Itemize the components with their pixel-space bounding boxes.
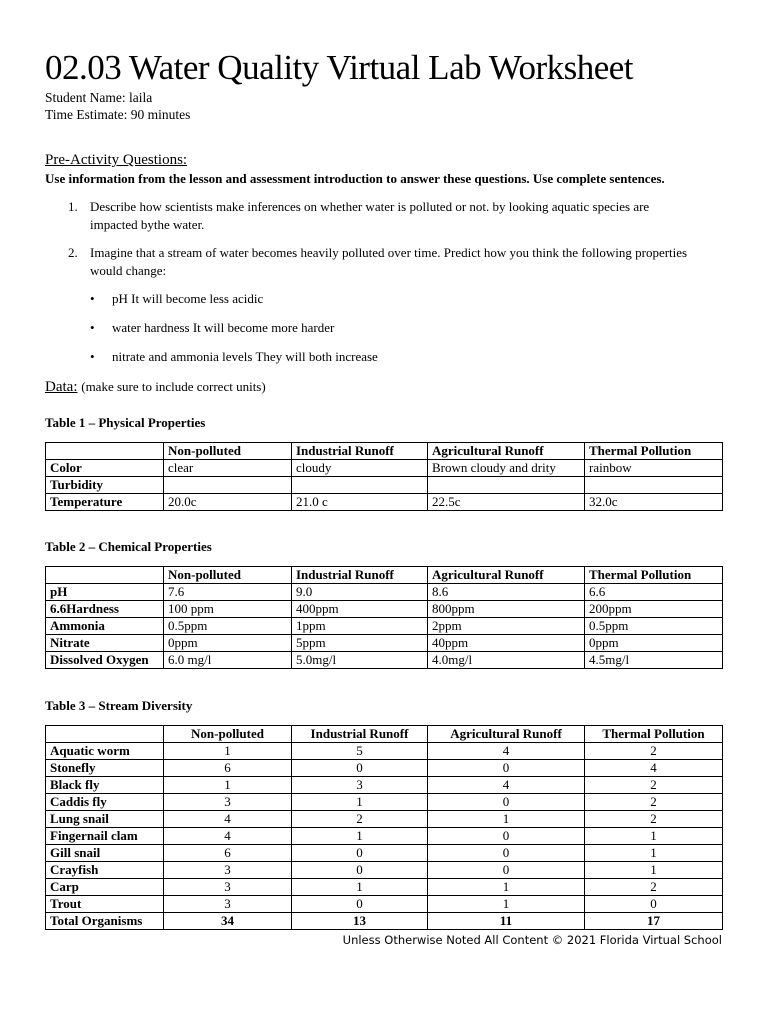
copyright-footer: Unless Otherwise Noted All Content © 2021 Florida Virtual School (342, 933, 722, 947)
data-heading-text: Data: (45, 379, 78, 395)
question-number: 1. (68, 199, 78, 214)
bullet-text: water hardness It will become more harder (112, 320, 335, 335)
table-row (46, 618, 723, 635)
column-header: Industrial Runoff (292, 443, 428, 460)
table-row (46, 777, 723, 794)
table-cell (585, 477, 723, 494)
table-cell: 1 (164, 777, 292, 794)
row-label: Trout (46, 896, 164, 913)
row-label: Ammonia (46, 618, 164, 635)
table-row (46, 811, 723, 828)
table-cell: 0 (428, 845, 585, 862)
table-row (46, 494, 723, 511)
table-cell: 2 (585, 777, 723, 794)
table-cell: 4 (428, 743, 585, 760)
page-title: 02.03 Water Quality Virtual Lab Worksheet (45, 48, 634, 87)
row-label: Gill snail (46, 845, 164, 862)
table-cell: 0 (292, 845, 428, 862)
question-text: Imagine that a stream of water becomes heavily polluted over time. Predict how you think the following properties would change: (90, 245, 688, 278)
chemical-properties-table (45, 566, 723, 669)
table-cell: 0.5ppm (164, 618, 292, 635)
table-cell: 4 (164, 811, 292, 828)
total-cell: 13 (292, 913, 428, 930)
data-heading (45, 378, 266, 396)
table-cell: clear (164, 460, 292, 477)
table-cell: 100 ppm (164, 601, 292, 618)
row-label: pH (46, 584, 164, 601)
table-row (46, 460, 723, 477)
table-cell: 1 (428, 879, 585, 896)
table-cell: 1 (428, 896, 585, 913)
table-cell (292, 477, 428, 494)
row-label: Nitrate (46, 635, 164, 652)
table-row (46, 845, 723, 862)
table-cell: 0 (292, 862, 428, 879)
column-header: Industrial Runoff (292, 726, 428, 743)
table-row (46, 896, 723, 913)
column-header: Thermal Pollution (585, 443, 723, 460)
table-cell: 1 (292, 794, 428, 811)
row-label: Fingernail clam (46, 828, 164, 845)
table-cell: 5 (292, 743, 428, 760)
row-label: Crayfish (46, 862, 164, 879)
table-cell: 6 (164, 760, 292, 777)
column-header (46, 443, 164, 460)
column-header: Non-polluted (164, 443, 292, 460)
total-label: Total Organisms (46, 913, 164, 930)
table-cell: 2 (585, 879, 723, 896)
column-header: Agricultural Runoff (428, 726, 585, 743)
table-cell: 6.6 (585, 584, 723, 601)
table-header-row (46, 443, 723, 460)
column-header: Thermal Pollution (585, 567, 723, 584)
table-row (46, 584, 723, 601)
pre-activity-instruction: Use information from the lesson and assessment introduction to answer these questions. Use complete sentences. (45, 171, 665, 186)
row-label: Stonefly (46, 760, 164, 777)
table-cell: 0 (428, 862, 585, 879)
bullet-text: nitrate and ammonia levels They will both increase (112, 349, 378, 364)
column-header (46, 567, 164, 584)
table-cell: 3 (164, 794, 292, 811)
table-cell: 4.0mg/l (428, 652, 585, 669)
table-cell: 8.6 (428, 584, 585, 601)
row-label: Dissolved Oxygen (46, 652, 164, 669)
table-row (46, 652, 723, 669)
total-cell: 34 (164, 913, 292, 930)
table-cell: 4 (585, 760, 723, 777)
table-row (46, 760, 723, 777)
table-cell: 1 (292, 879, 428, 896)
stream-diversity-table (45, 725, 723, 930)
table-2-caption: Table 2 – Chemical Properties (45, 539, 212, 554)
table-cell: 5.0mg/l (292, 652, 428, 669)
row-label: Carp (46, 879, 164, 896)
table-cell: 4.5mg/l (585, 652, 723, 669)
table-cell: 0 (292, 760, 428, 777)
table-cell: 800ppm (428, 601, 585, 618)
table-cell: 9.0 (292, 584, 428, 601)
data-note: (make sure to include correct units) (81, 379, 266, 394)
total-cell: 17 (585, 913, 723, 930)
column-header: Industrial Runoff (292, 567, 428, 584)
table-cell: 3 (164, 896, 292, 913)
table-cell: 20.0c (164, 494, 292, 511)
table-cell: Brown cloudy and drity (428, 460, 585, 477)
table-row (46, 743, 723, 760)
table-cell: 1 (585, 845, 723, 862)
table-cell: 400ppm (292, 601, 428, 618)
table-cell: 3 (292, 777, 428, 794)
table-row (46, 635, 723, 652)
table-cell: 1 (292, 828, 428, 845)
table-cell: 200ppm (585, 601, 723, 618)
table-cell: 7.6 (164, 584, 292, 601)
row-label: Temperature (46, 494, 164, 511)
column-header: Agricultural Runoff (428, 443, 585, 460)
table-cell: 0 (292, 896, 428, 913)
table-row (46, 477, 723, 494)
table-cell: rainbow (585, 460, 723, 477)
pre-activity-heading (45, 151, 187, 169)
table-header-row (46, 726, 723, 743)
table-row (46, 879, 723, 896)
table-cell: 0 (428, 794, 585, 811)
table-cell: 32.0c (585, 494, 723, 511)
table-cell: 0ppm (585, 635, 723, 652)
table-cell: 0 (428, 828, 585, 845)
table-cell: 1 (585, 862, 723, 879)
column-header: Thermal Pollution (585, 726, 723, 743)
time-estimate: Time Estimate: 90 minutes (45, 107, 191, 122)
table-cell: 40ppm (428, 635, 585, 652)
table-cell: 3 (164, 862, 292, 879)
table-cell (428, 477, 585, 494)
table-row (46, 828, 723, 845)
table-3-caption: Table 3 – Stream Diversity (45, 698, 193, 713)
total-cell: 11 (428, 913, 585, 930)
table-1-caption: Table 1 – Physical Properties (45, 415, 206, 430)
question-text: Describe how scientists make inferences on whether water is polluted or not. by looking aquatic species are impacted bythe water. (90, 199, 650, 232)
row-label: Caddis fly (46, 794, 164, 811)
column-header: Non-polluted (164, 726, 292, 743)
table-cell: 22.5c (428, 494, 585, 511)
table-cell: 0 (428, 760, 585, 777)
table-cell (164, 477, 292, 494)
column-header (46, 726, 164, 743)
row-label: Turbidity (46, 477, 164, 494)
table-cell: 21.0 c (292, 494, 428, 511)
row-label: Lung snail (46, 811, 164, 828)
student-name: Student Name: laila (45, 90, 153, 105)
table-cell: cloudy (292, 460, 428, 477)
worksheet-page: 02.03 Water Quality Virtual Lab Worksheet Student Name: laila Time Estimate: 90 minutes Pre-Activity Questions: Use information from the lesson and assessment introduction to answer these questions. Use complete sentences. 1. Describe how scientists make inferences on whether water is polluted or not. by looking aquatic species are impacted bythe water. 2. Imagine that a stream of water becomes heavily polluted over time. Predict how you think the following properties would change: • pH It will become less acidic • water hardness It will become more harder • nitrate and ammonia levels They will both increase Data: (make sure to include correct units) Table 1 – Physical Properties Non-polluted Industrial Runoff Agricultural Runoff Thermal Pollution Color clear cloudy Brown cloudy and drity rainbow Turbidity Temperature 20.0c 21.0 c 22.5c 32.0c Table 2 – Chemical Properties Non-polluted Industrial Runoff Agricultural Runoff Thermal Pollution pH 7.6 9.0 8.6 6.6 6.6Hardness 100 ppm 400ppm 800ppm 200ppm Ammonia 0.5ppm 1ppm 2ppm 0.5ppm Nitrate 0ppm 5ppm 40ppm 0ppm Dissolved Oxygen 6.0 mg/l 5.0mg/l 4.0mg/l 4.5mg/l Table 3 – Stream Diversity Non-polluted Industrial Runoff Agricultural Runoff Thermal Pollution Aquatic worm 1 5 4 2 Stonefly 6 0 0 4 Black fly 1 3 4 2 Caddis fly 3 1 0 2 Lung snail 4 2 1 2 Fingernail clam 4 1 0 1 Gill snail 6 0 0 1 Crayfish 3 0 0 1 Carp 3 1 1 2 Trout 3 0 1 0 Total Organisms 34 13 11 17 Unless Otherwise Noted All Content © 2021 Florida Virtual School (45, 48, 722, 947)
table-cell: 0.5ppm (585, 618, 723, 635)
table-header-row (46, 567, 723, 584)
table-cell: 0ppm (164, 635, 292, 652)
physical-properties-table (45, 442, 723, 511)
column-header: Agricultural Runoff (428, 567, 585, 584)
row-label: 6.6Hardness (46, 601, 164, 618)
table-cell: 4 (164, 828, 292, 845)
table-row (46, 794, 723, 811)
table-cell: 1 (428, 811, 585, 828)
table-cell: 1 (585, 828, 723, 845)
pre-activity-heading-text: Pre-Activity Questions: (45, 152, 188, 168)
row-label: Color (46, 460, 164, 477)
table-row (46, 601, 723, 618)
table-cell: 2 (585, 743, 723, 760)
table-cell: 2ppm (428, 618, 585, 635)
column-header: Non-polluted (164, 567, 292, 584)
table-cell: 5ppm (292, 635, 428, 652)
table-cell: 0 (585, 896, 723, 913)
table-cell: 2 (292, 811, 428, 828)
table-row (46, 862, 723, 879)
table-cell: 4 (428, 777, 585, 794)
table-cell: 1ppm (292, 618, 428, 635)
table-cell: 2 (585, 811, 723, 828)
table-cell: 6.0 mg/l (164, 652, 292, 669)
question-number: 2. (68, 245, 78, 260)
table-cell: 1 (164, 743, 292, 760)
bullet-text: pH It will become less acidic (112, 291, 264, 306)
row-label: Aquatic worm (46, 743, 164, 760)
table-cell: 6 (164, 845, 292, 862)
table-cell: 3 (164, 879, 292, 896)
table-cell: 2 (585, 794, 723, 811)
row-label: Black fly (46, 777, 164, 794)
total-row (46, 913, 723, 930)
